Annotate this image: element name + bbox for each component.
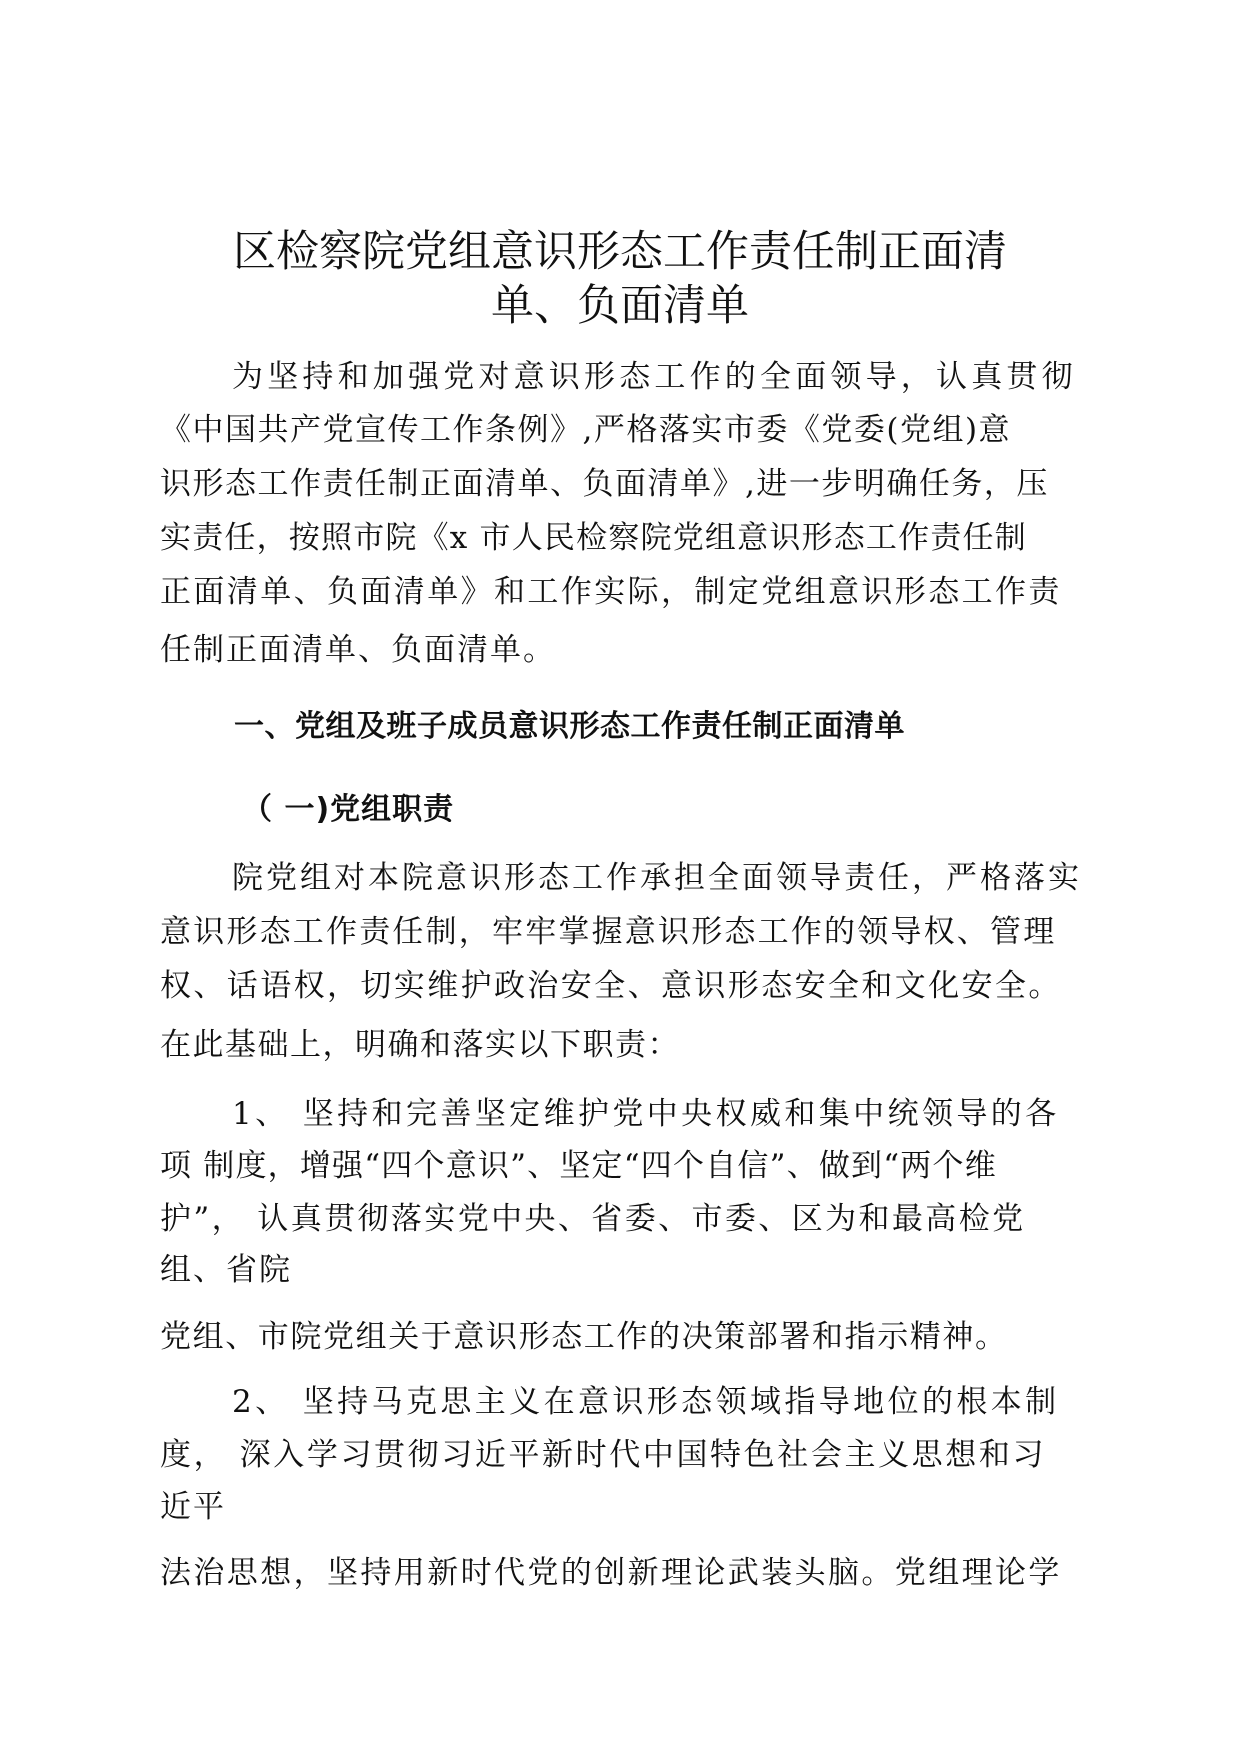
item-2-line-2: 度， 深入学习贯彻习近平新时代中国特色社会主义思想和习 [160,1437,1047,1473]
item-2-line-3: 近平 [160,1489,226,1525]
item-1-line-2: 项 制度，增强“四个意识”、坚定“四个自信”、做到“两个维 [160,1148,997,1184]
duty-line-2: 意识形态工作责任制，牢牢掌握意识形态工作的领导权、管理 [160,914,1057,950]
duty-line-1: 院党组对本院意识形态工作承担全面领导责任，严格落实 [232,860,1082,896]
intro-line-3: 识形态工作责任制正面清单、负面清单》,进一步明确任务，压 [160,466,1049,502]
section-heading: 一、党组及班子成员意识形态工作责任制正面清单 [234,709,905,744]
document-title-line-1: 区检察院党组意识形态工作责任制正面清 [233,227,1007,277]
intro-line-6: 任制正面清单、负面清单。 [160,632,556,668]
item-2-line-4: 法治思想，坚持用新时代党的创新理论武装头脑。党组理论学 [160,1555,1062,1591]
intro-line-4: 实责任，按照市院《x 市人民检察院党组意识形态工作责任制 [160,520,1027,556]
item-1-line-4: 组、省院 [160,1252,292,1288]
intro-line-5: 正面清单、负面清单》和工作实际，制定党组意识形态工作责 [160,574,1062,610]
intro-line-1: 为坚持和加强党对意识形态工作的全面领导，认真贯彻 [232,359,1077,395]
item-1-line-1: 1、 坚持和完善坚定维护党中央权威和集中统领导的各 [232,1096,1060,1132]
item-1-line-5: 党组、市院党组关于意识形态工作的决策部署和指示精神。 [160,1319,1008,1355]
document-title-line-2: 单、负面清单 [491,281,749,331]
duty-line-4: 在此基础上，明确和落实以下职责： [160,1027,680,1063]
intro-line-2: 《中国共产党宣传工作条例》,严格落实市委《党委(党组)意 [160,412,1012,448]
item-1-line-3: 护”， 认真贯彻落实党中央、省委、市委、区为和最高检党 [160,1201,1026,1237]
duty-line-3: 权、话语权，切实维护政治安全、意识形态安全和文化安全。 [160,968,1062,1004]
item-2-line-1: 2、 坚持马克思主义在意识形态领域指导地位的根本制 [232,1384,1060,1420]
subsection-heading: （ 一)党组职责 [242,792,455,827]
